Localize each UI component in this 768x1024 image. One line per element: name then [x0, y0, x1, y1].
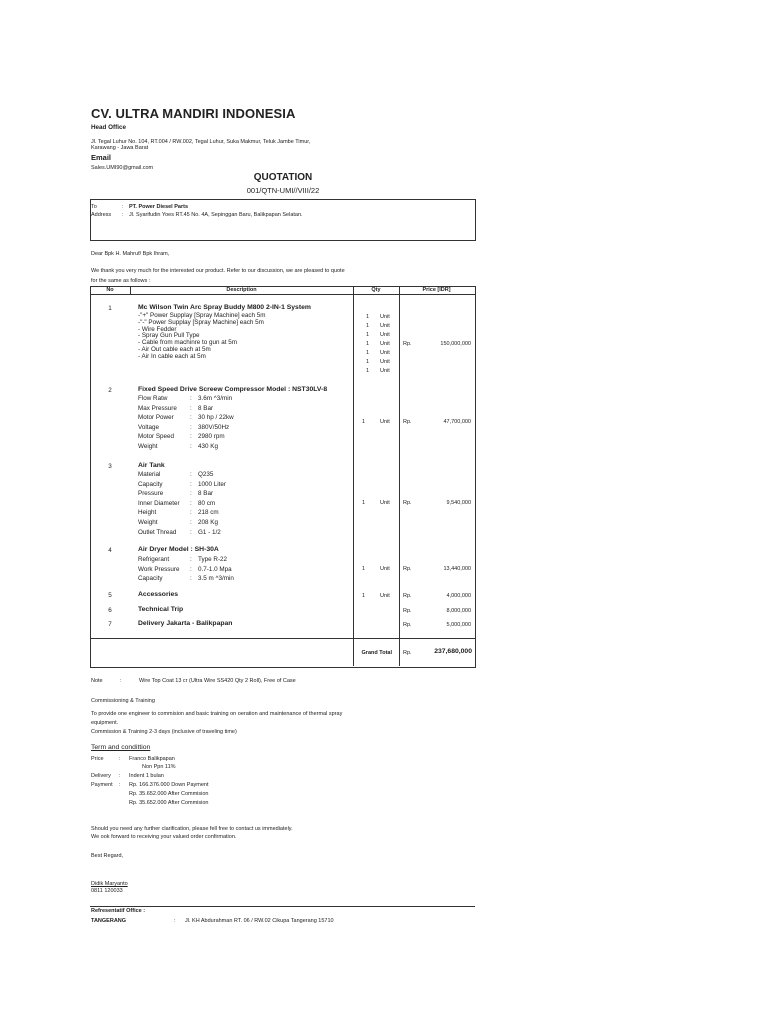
item-line: - Wire Fedder: [138, 325, 177, 333]
spec-label: Height: [138, 509, 157, 517]
header-no: No: [106, 287, 114, 293]
item-no: 5: [108, 592, 112, 599]
spec-label: Capacity: [138, 480, 163, 488]
item-title: Air Dryer Model : SH-30A: [138, 546, 219, 553]
qty-number: 1: [366, 359, 370, 365]
item-no: 4: [108, 547, 112, 554]
spec-colon: :: [190, 423, 192, 431]
closing-line1: Should you need any further clarification, please fell free to contact us immediately.: [91, 826, 293, 832]
spec-colon: :: [190, 480, 192, 488]
qty-unit: Unit: [380, 368, 390, 374]
item-line: - Cable from machinre to gun at 5m: [138, 339, 238, 347]
terms-price-val1: Franco Balikpapan: [129, 756, 175, 762]
qty-unit: Unit: [380, 341, 390, 347]
item-price: 150,000,000: [440, 341, 471, 347]
to-value: PT. Power Diesel Parts: [129, 204, 188, 210]
currency: Rp.: [403, 650, 412, 656]
spec-value: 1000 Liter: [198, 480, 227, 488]
spec-value: 430 Kg: [198, 442, 218, 450]
item-line: - Spray Gun Pull Type: [138, 332, 200, 340]
doc-title: QUOTATION: [253, 172, 313, 183]
item-price: 13,440,000: [443, 566, 471, 572]
qty-unit: Unit: [380, 323, 390, 329]
doc-number: 001/QTN-UMI//VIII/22: [246, 186, 320, 195]
item-title: Technical Trip: [138, 606, 184, 613]
note-text: Wire Top Coat 13 cr (Ultra Wire SS420 Qty 2 Roll), Free of Case: [139, 678, 296, 684]
item-title: Mc Wilson Twin Arc Spray Buddy M800 2-IN-1 System: [138, 304, 311, 311]
terms-payment-val1: Rp. 166.376.000 Down Payment: [129, 782, 209, 788]
item-title: Accessories: [138, 591, 179, 598]
greeting: Dear Bpk H. Mahruf/ Bpk Ihram,: [91, 251, 170, 257]
item-lines: [138, 312, 266, 360]
qty-unit: Unit: [380, 566, 390, 572]
spec-value: 8 Bar: [198, 490, 214, 498]
spec-label: Refrigerant: [138, 556, 170, 563]
currency: Rp.: [403, 608, 412, 614]
signer-name: [91, 881, 128, 888]
item-price: 47,700,000: [443, 419, 471, 425]
address-value: Jl. Syarifudin Yoes RT.45 No. 4A, Sepinggan Baru, Balikpapan Selatan.: [129, 212, 303, 218]
spec-colon: :: [190, 414, 192, 422]
qty-unit: Unit: [380, 359, 390, 365]
spec-label: Inner Diameter: [138, 499, 180, 507]
spec-colon: :: [190, 575, 192, 583]
email-label: Email: [91, 153, 112, 162]
company-address-line1: Jl. Tegal Luhur No. 104, RT.004 / RW.002, Tegal Luhur, Suka Makmur, Teluk Jambe Timur,: [91, 139, 311, 145]
spec-colon: :: [190, 518, 192, 526]
rep-office-city: TANGERANG: [91, 918, 127, 924]
qty-unit: Unit: [380, 332, 390, 338]
currency: Rp.: [403, 622, 412, 628]
item-line: -"-" Power Supplay [Spray Machine] each 5m: [138, 318, 264, 326]
currency: Rp.: [403, 419, 412, 425]
qty-unit: Unit: [380, 350, 390, 356]
terms-heading-text: Term and condittion: [91, 744, 151, 751]
spec-value: 3.5 m ^3/min: [198, 575, 234, 583]
item-price: 5,000,000: [446, 622, 471, 628]
item-no: 6: [108, 607, 112, 614]
terms-payment-val3: Rp. 35.652.000 After Commision: [129, 800, 209, 806]
address-colon: :: [122, 212, 124, 218]
item-specs: [138, 470, 226, 537]
currency: Rp.: [403, 566, 412, 572]
closing-regards: Best Regard,: [91, 853, 124, 859]
spec-colon: :: [190, 471, 192, 478]
spec-value: 380V/50Hz: [198, 423, 230, 431]
company-name: CV. ULTRA MANDIRI INDONESIA: [91, 106, 296, 121]
spec-colon: :: [190, 528, 192, 536]
spec-colon: :: [190, 433, 192, 441]
terms-delivery-val: Indent 1 bulan: [129, 773, 164, 779]
spec-label: Material: [138, 471, 161, 478]
item-price: 9,540,000: [446, 500, 471, 506]
item-no: 1: [108, 305, 112, 312]
rep-office-colon: :: [174, 918, 176, 924]
spec-value: Type R-22: [198, 556, 228, 563]
head-office-label: Head Office: [91, 124, 126, 131]
item-no: 7: [108, 621, 112, 628]
qty-number: 1: [362, 593, 366, 599]
item-line: - Air In cable each at 5m: [138, 352, 206, 360]
table-total-divider: [90, 638, 475, 639]
spec-colon: :: [190, 509, 192, 517]
terms-price-val2: Non Ppn 11%: [142, 764, 176, 770]
header-price: Price [IDR]: [422, 287, 451, 293]
rep-office-address: Jl. KH Abdurahman RT. 06 / RW.02 Cikupa Tangerang 15710: [185, 918, 334, 924]
commissioning-heading: Commissioning & Training: [91, 698, 155, 704]
spec-value: 3.6m ^3/min: [198, 395, 233, 402]
closing-line2: We ook forward to receiving your valued order confirmation.: [91, 834, 237, 840]
qty-number: 1: [366, 323, 370, 329]
spec-label: Pressure: [138, 490, 164, 498]
grand-total-label: Grand Total: [361, 650, 392, 656]
qty-unit: Unit: [380, 593, 390, 599]
commissioning-line1: To provide one engineer to commision and basic training on oeration and maintenance of thermal spray: [91, 711, 343, 717]
spec-value: G1 - 1/2: [198, 528, 221, 536]
address-label: Address: [91, 212, 112, 218]
spec-label: Max Pressure: [138, 404, 177, 412]
item-qty-units: [380, 314, 390, 377]
spec-value: 80 cm: [198, 499, 216, 507]
item-title: Fixed Speed Drive Screew Compressor Model : NST30LV-8: [138, 386, 328, 393]
intro-line1: We thank you very much for the interested our product. Refer to our discussion, we are pleased to quote: [91, 268, 345, 274]
qty-number: 1: [366, 368, 370, 374]
spec-colon: :: [190, 395, 192, 402]
item-no: 3: [108, 463, 112, 470]
spec-value: 0.7-1.0 Mpa: [198, 565, 232, 573]
terms-price-label: Price: [91, 756, 104, 762]
spec-value: 218 cm: [198, 509, 219, 517]
commissioning-line3: Commission & Training 2-3 days (inclusive of traveling time): [91, 729, 237, 735]
header-description: Description: [226, 287, 257, 293]
spec-label: Motor Speed: [138, 433, 175, 441]
terms-delivery-label: Delivery: [91, 773, 111, 779]
spec-label: Flow Ratw: [138, 395, 168, 402]
spec-colon: :: [190, 442, 192, 450]
item-line: - Air Out cable each at 5m: [138, 345, 211, 353]
company-email: Sales.UMI90@gmail.com: [91, 165, 154, 171]
currency: Rp.: [403, 341, 412, 347]
footer-divider: [90, 906, 475, 907]
item-price: 8,000,000: [446, 608, 471, 614]
item-title: Air Tank: [138, 462, 165, 469]
to-label: To: [91, 204, 97, 210]
spec-colon: :: [190, 565, 192, 573]
table-header-divider: [90, 294, 475, 295]
qty-number: 1: [362, 566, 366, 572]
note-label: Note: [91, 678, 103, 684]
spec-value: 208 Kg: [198, 518, 218, 526]
intro-line2: for the same as follows :: [91, 278, 151, 284]
spec-colon: :: [190, 499, 192, 507]
spec-value: 2980 rpm: [198, 433, 225, 441]
spec-colon: :: [190, 490, 192, 498]
spec-label: Capacity: [138, 575, 163, 583]
col-divider-qty: [399, 286, 400, 666]
spec-value: 30 hp / 22kw: [198, 414, 234, 422]
spec-label: Outlet Thread: [138, 528, 177, 536]
item-specs: [138, 555, 234, 584]
qty-number: 1: [362, 419, 366, 425]
signer-phone: 0811 120033: [91, 888, 123, 894]
qty-number: 1: [366, 314, 370, 320]
rep-office-label: Refresentatif Office :: [91, 908, 146, 914]
col-divider-desc: [353, 286, 354, 666]
item-line: -"+" Power Supplay [Spray Machine] each 5m: [138, 312, 266, 319]
qty-unit: Unit: [380, 419, 390, 425]
qty-number: 1: [366, 341, 370, 347]
currency: Rp.: [403, 593, 412, 599]
terms-heading: [91, 744, 150, 751]
terms-colon: :: [119, 773, 121, 779]
spec-colon: :: [190, 404, 192, 412]
item-specs: [138, 394, 234, 452]
commissioning-line2: equipment.: [91, 720, 119, 726]
spec-label: Weight: [138, 442, 158, 450]
item-title: Delivery Jakarta - Balikpapan: [138, 620, 233, 627]
to-colon: :: [122, 204, 124, 210]
spec-colon: :: [190, 556, 192, 563]
note-colon: :: [120, 678, 122, 684]
item-qty-numbers: [366, 314, 369, 377]
terms-payment-val2: Rp. 35.652.000 After Commision: [129, 791, 209, 797]
spec-label: Work Pressure: [138, 565, 180, 573]
terms-payment-label: Payment: [91, 782, 113, 788]
header-qty: Qty: [371, 287, 381, 293]
terms-colon: :: [119, 756, 121, 762]
company-address-line2: Karawang - Jawa Barat: [91, 145, 149, 151]
spec-label: Weight: [138, 518, 158, 526]
qty-number: 1: [366, 350, 370, 356]
qty-number: 1: [366, 332, 370, 338]
qty-unit: Unit: [380, 500, 390, 506]
terms-colon: :: [119, 782, 121, 788]
spec-label: Voltage: [138, 423, 160, 431]
spec-value: Q235: [198, 471, 214, 478]
currency: Rp.: [403, 500, 412, 506]
item-no: 2: [108, 387, 112, 394]
grand-total-value: 237,680,000: [434, 648, 472, 655]
spec-label: Motor Power: [138, 414, 174, 422]
item-price: 4,000,000: [446, 593, 471, 599]
qty-number: 1: [362, 500, 366, 506]
qty-unit: Unit: [380, 314, 390, 320]
spec-value: 8 Bar: [198, 404, 214, 412]
signer-name-text: Didik Maryanto: [91, 881, 128, 887]
